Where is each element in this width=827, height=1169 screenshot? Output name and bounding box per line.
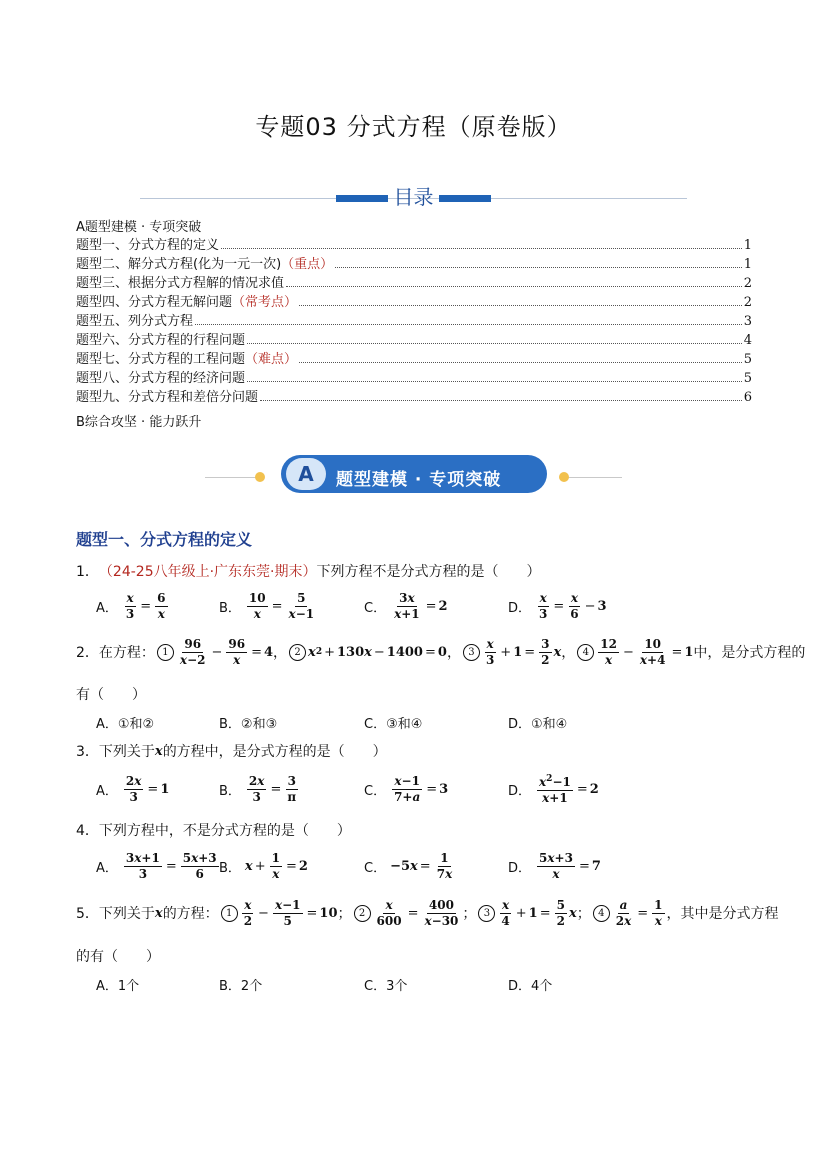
question-4: 4． 下列方程中，不是分式方程的是（ ） [76,823,351,839]
toc-item[interactable]: 题型六、分式方程的行程问题 4 [76,333,752,348]
q5-option-a[interactable]: A．1个 [96,979,140,994]
toc-item[interactable]: 题型四、分式方程无解问题 （常考点） 2 [76,295,752,310]
toc-item[interactable]: 题型七、分式方程的工程问题 （难点） 5 [76,352,752,367]
banner-text: 题型建模 · 专项突破 [336,470,502,490]
question-1: 1． （24-25八年级上·广东东莞·期末） 下列方程不是分式方程的是（ ） [76,561,541,581]
q2-option-b[interactable]: B．②和③ [219,717,278,732]
toc-item[interactable]: 题型八、分式方程的经济问题 5 [76,371,752,386]
banner-letter: A [286,458,326,490]
page-title: 专题03 分式方程（原卷版） [255,113,572,141]
question-2-cont: 有（ ） [76,687,146,703]
toc-section-a[interactable]: A题型建模 · 专项突破 [76,220,202,235]
toc-item[interactable]: 题型九、分式方程和差倍分问题 6 [76,390,752,405]
q5-option-c[interactable]: C．3个 [364,979,408,994]
q4-option-d[interactable]: D． $\frac{5x+3}{x}$ = 7 [508,851,601,881]
q3-option-d[interactable]: D． $\frac{x^2-1}{x+1}$ = 2 [508,774,599,805]
toc-item[interactable]: 题型二、解分式方程(化为一元一次) （重点） 1 [76,257,752,272]
question-5-cont: 的有（ ） [76,949,160,965]
toc-item[interactable]: 题型一、分式方程的定义 1 [76,238,752,253]
q1-option-a[interactable]: A． $\frac{x}{3}$ = $\frac{6}{x}$ [96,591,166,621]
question-5: 5． 下列关于 x 的方程： 1 x 2 − $\frac{x-1}{5}$ = 10 ； 2 $\frac{x}{600}$ = $\frac{400}{x-30}$ ； 3 x 4 + 1 = $\frac{5}{2}$ x ； 4 $\frac{a}{2x}$ = $\frac{1}{x}$ ，其中是分式方程 [76,898,779,928]
q4-option-c[interactable]: C． −5 x = $\frac{1}{7x}$ [364,851,453,881]
toc-item[interactable]: 题型三、根据分式方程解的情况求值 2 [76,276,752,291]
toc-section-b[interactable]: B综合攻坚 · 能力跃升 [76,415,202,430]
q5-option-d[interactable]: D．4个 [508,979,553,994]
q3-option-a[interactable]: A． $\frac{2x}{3}$ = 1 [96,774,170,804]
question-2: 2． 在方程： 1 96 x−2 − $\frac{96}{x}$ = 4 ， 2 x 2 + 130 x − 1400 = 0 ， 3 x 3 + 1 = $\frac{3}{2}$ x ， 4 12 x − $\frac{10}{x+4}$ = 1 中，是分式方程的 [76,637,806,667]
q4-option-a[interactable]: A． $\frac{3x+1}{3}$ = $\frac{5x+3}{6}$ [96,851,217,881]
toc-heading: 目录 [393,185,434,209]
q3-option-b[interactable]: B． $\frac{2x}{3}$ = $\frac{3}{\pi}$ [219,774,297,804]
q1-option-d[interactable]: D． $\frac{x}{3}$ = $\frac{x}{6}$ − 3 [508,591,607,621]
q3-option-c[interactable]: C． $\frac{x-1}{7+a}$ = 3 [364,774,449,804]
q5-option-b[interactable]: B．2个 [219,979,263,994]
q2-option-c[interactable]: C．③和④ [364,717,423,732]
banner-dot-right [559,472,569,482]
section-title: 题型一、分式方程的定义 [76,530,253,549]
q1-option-b[interactable]: B． $\frac{10}{x}$ = $\frac{5}{x-1}$ [219,591,315,621]
question-3: 3． 下列关于 x 的方程中，是分式方程的是（ ） [76,743,387,760]
toc-item[interactable]: 题型五、列分式方程 3 [76,314,752,329]
q1-option-c[interactable]: C． $\frac{3x}{x+1}$ = 2 [364,591,448,621]
question-source: （24-25八年级上·广东东莞·期末） [98,564,317,580]
banner-dot-left [255,472,265,482]
q2-option-d[interactable]: D．①和④ [508,717,568,732]
banner-line-right [567,477,622,478]
q4-option-b[interactable]: B． x + $\frac{1}{x}$ = 2 [219,851,308,881]
q2-option-a[interactable]: A．①和② [96,717,155,732]
